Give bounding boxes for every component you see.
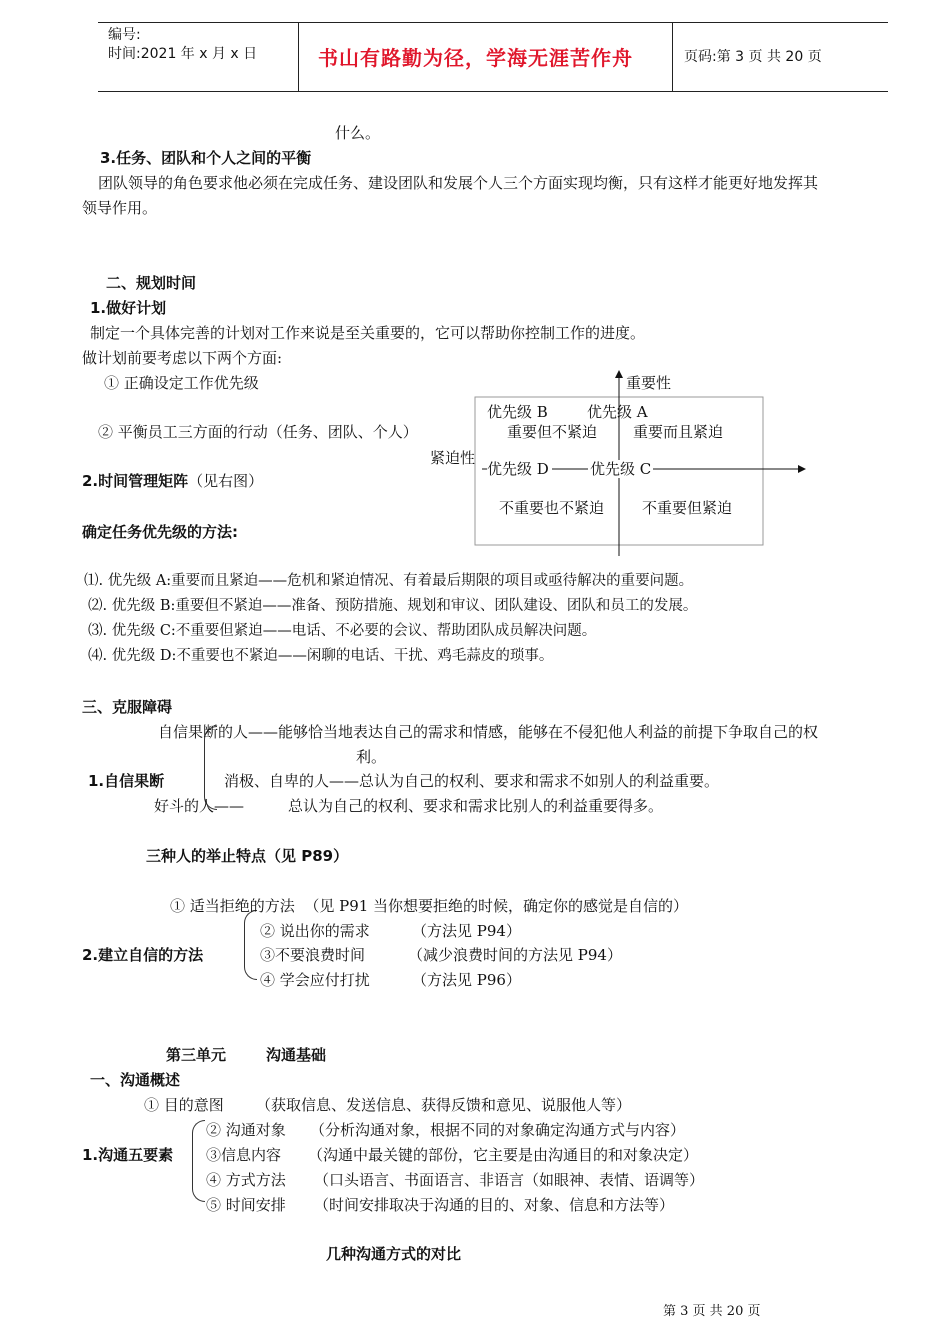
subheading-assertive: 1.自信果断 (88, 772, 165, 790)
confidence-method-1-name: ① 适当拒绝的方法 (170, 897, 295, 915)
subheading-make-plan: 1.做好计划 (90, 299, 167, 317)
element-3-name: ③信息内容 (206, 1146, 282, 1164)
plan-item1: ① 正确设定工作优先级 (104, 374, 259, 392)
assertive-line1: 自信果断的人——能够恰当地表达自己的需求和情感，能够在不侵犯他人利益的前提下争取自己的权 (158, 723, 819, 741)
plan-para2: 做计划前要考虑以下两个方面: (82, 349, 283, 367)
axis-importance-label: 重要性 (626, 374, 672, 392)
subheading-five-elements: 1.沟通五要素 (82, 1146, 174, 1164)
element-5-note: （时间安排取决于沟通的目的、对象、信息和方法等） (314, 1196, 675, 1214)
header-number-label: 编号: (108, 27, 141, 43)
page-footer: 第 3 页 共 20 页 (663, 1304, 761, 1319)
element-2-name: ② 沟通对象 (206, 1121, 286, 1139)
header-motto: 书山有路勤为径，学海无涯苦作舟 (318, 46, 633, 70)
confidence-method-3-note: （减少浪费时间的方法见 P94） (408, 946, 622, 964)
element-1-name: ① 目的意图 (144, 1096, 224, 1114)
priority-method-b: ⑵. 优先级 B:重要但不紧迫——准备、预防措施、规划和审议、团队建设、团队和员工的发展。 (88, 598, 698, 614)
unit-title: 沟通基础 (266, 1046, 327, 1064)
assertive-line2: 利。 (356, 748, 387, 766)
subheading-build-confidence: 2.建立自信的方法 (82, 946, 204, 964)
confidence-method-2-note: （方法见 P94） (412, 922, 521, 940)
element-4-note: （口头语言、书面语言、非语言（如眼神、表情、语调等） (314, 1171, 705, 1189)
header-time-label: 时间:2021 年 x 月 x 日 (108, 46, 258, 62)
quadrant-a-desc: 重要而且紧迫 (633, 423, 724, 441)
priority-method-d: ⑷. 优先级 D:不重要也不紧迫——闲聊的电话、干扰、鸡毛蒜皮的琐事。 (88, 648, 554, 664)
comparison-title: 几种沟通方式的对比 (326, 1245, 462, 1263)
quadrant-c-label: 优先级 C (590, 460, 652, 478)
element-3-note: （沟通中最关键的部份，它主要是由沟通目的和对象决定） (308, 1146, 699, 1164)
heading-overcome-obstacles: 三、克服障碍 (82, 698, 173, 716)
time-matrix-title: 2.时间管理矩阵 (82, 472, 189, 490)
confidence-brace (244, 910, 257, 980)
plan-item2: ② 平衡员工三方面的行动（任务、团队、个人） (98, 423, 418, 441)
confidence-method-4-name: ④ 学会应付打扰 (260, 971, 370, 989)
passive-person: 消极、自卑的人——总认为自己的权利、要求和需求不如别人的利益重要。 (224, 772, 720, 790)
aggressive-desc: 总认为自己的权利、要求和需求比别人的利益重要得多。 (288, 797, 664, 815)
time-matrix-note: （见右图） (188, 472, 264, 490)
balance-para-line1: 团队领导的角色要求他必须在完成任务、建设团队和发展个人三个方面实现均衡，只有这样才能更好地发挥其 (98, 174, 819, 192)
quadrant-d-desc: 不重要也不紧迫 (499, 499, 605, 517)
confidence-method-1 (170, 897, 688, 915)
elements-brace (192, 1120, 205, 1202)
heading-balance: 3.任务、团队和个人之间的平衡 (100, 149, 312, 167)
aggressive-label: 好斗的人—— (154, 797, 245, 815)
balance-para-line2: 领导作用。 (82, 199, 158, 217)
element-2-note: （分析沟通对象，根据不同的对象确定沟通方式与内容） (310, 1121, 686, 1139)
heading-plan-time: 二、规划时间 (106, 274, 197, 292)
priority-method-a: ⑴. 优先级 A:重要而且紧迫——危机和紧迫情况、有着最后期限的项目或亟待解决的重要问题。 (84, 573, 694, 589)
confidence-method-3-name: ③不要浪费时间 (260, 946, 366, 964)
priority-method-heading: 确定任务优先级的方法: (82, 523, 238, 541)
confidence-method-2-name: ② 说出你的需求 (260, 922, 370, 940)
quadrant-b-desc: 重要但不紧迫 (507, 423, 598, 441)
behavior-features: 三种人的举止特点（见 P89） (146, 847, 349, 865)
element-4-name: ④ 方式方法 (206, 1171, 286, 1189)
confidence-method-1-note: （见 P91 当你想要拒绝的时候，确定你的感觉是自信的） (304, 897, 689, 915)
heading-communication-overview: 一、沟通概述 (90, 1071, 181, 1089)
quadrant-d-label: 优先级 D (487, 460, 552, 478)
quadrant-c-desc: 不重要但紧迫 (642, 499, 733, 517)
unit-label: 第三单元 (166, 1046, 227, 1064)
header-page-label: 页码:第 3 页 共 20 页 (684, 49, 822, 65)
element-5-name: ⑤ 时间安排 (206, 1196, 286, 1214)
continued-text: 什么。 (335, 124, 381, 142)
plan-para1: 制定一个具体完善的计划对工作来说是至关重要的，它可以帮助你控制工作的进度。 (90, 324, 646, 342)
confidence-method-4-note: （方法见 P96） (412, 971, 521, 989)
element-1-note: （获取信息、发送信息、获得反馈和意见、说服他人等） (256, 1096, 632, 1114)
quadrant-a-label: 优先级 A (587, 403, 648, 421)
axis-urgency-label: 紧迫性 (430, 449, 476, 467)
priority-method-c: ⑶. 优先级 C:不重要但紧迫——电话、不必要的会议、帮助团队成员解决问题。 (88, 623, 597, 639)
quadrant-b-label: 优先级 B (487, 403, 548, 421)
